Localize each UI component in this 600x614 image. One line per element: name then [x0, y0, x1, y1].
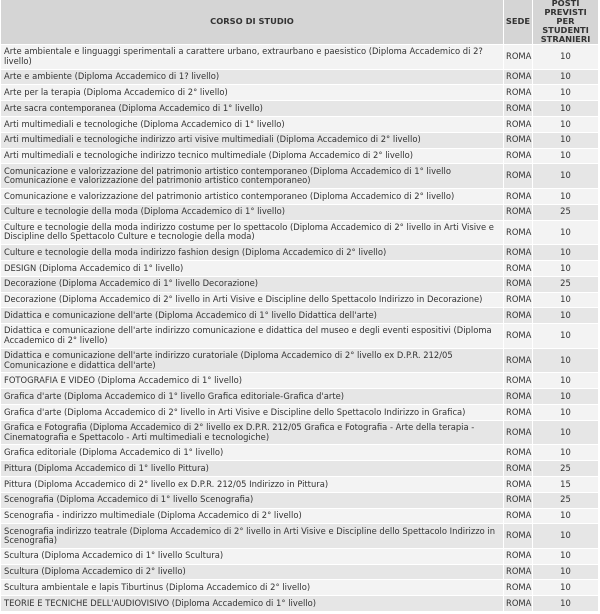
seats-count-cell: 10 [533, 116, 599, 132]
seat-cell: ROMA [504, 524, 533, 549]
seat-cell: ROMA [504, 548, 533, 564]
seat-cell: ROMA [504, 85, 533, 101]
course-name-cell: Arti multimediali e tecnologiche indirizzo arti visive multimediali (Diploma Accademico di 2° livello) [1, 132, 504, 148]
table-row [1, 373, 599, 389]
seat-cell: ROMA [504, 148, 533, 164]
seats-count-cell: 10 [533, 420, 599, 445]
table-row [1, 188, 599, 204]
course-column-header: CORSO DI STUDIO [1, 0, 504, 45]
seats-count-cell: 10 [533, 445, 599, 461]
table-row [1, 204, 599, 220]
seat-cell: ROMA [504, 324, 533, 349]
table-row [1, 276, 599, 292]
seat-cell: ROMA [504, 69, 533, 85]
seat-cell: ROMA [504, 188, 533, 204]
table-row [1, 580, 599, 596]
course-name-cell: Grafica editoriale (Diploma Accademico di 1° livello) [1, 445, 504, 461]
table-row [1, 508, 599, 524]
course-name-cell: Grafica d'arte (Diploma Accademico di 2° livello in Arti Visive e Discipline dello Spettacolo Indirizzo in Grafica) [1, 404, 504, 420]
table-row [1, 148, 599, 164]
table-row [1, 420, 599, 445]
seat-cell: ROMA [504, 461, 533, 477]
course-name-cell: Arte per la terapia (Diploma Accademico di 2° livello) [1, 85, 504, 101]
seat-cell: ROMA [504, 292, 533, 308]
table-row [1, 389, 599, 405]
course-name-cell: Didattica e comunicazione dell'arte (Diploma Accademico di 1° livello Didattica dell'arte) [1, 308, 504, 324]
seat-cell: ROMA [504, 389, 533, 405]
course-name-cell: Decorazione (Diploma Accademico di 2° livello in Arti Visive e Discipline dello Spettacolo Indirizzo in Decorazione) [1, 292, 504, 308]
table-row [1, 69, 599, 85]
seats-count-cell: 25 [533, 492, 599, 508]
seats-header-line: PER [556, 16, 575, 26]
table-row [1, 445, 599, 461]
seat-cell: ROMA [504, 476, 533, 492]
course-name-cell: Scenografia - indirizzo multimediale (Diploma Accademico di 2° livello) [1, 508, 504, 524]
seats-count-cell: 10 [533, 69, 599, 85]
seats-header-line: STRANIERI [540, 34, 591, 44]
seats-count-cell: 10 [533, 524, 599, 549]
course-name-cell: Culture e tecnologie della moda indirizzo costume per lo spettacolo (Diploma Accademico di 2° livello in Arti Visive e Discipline dello Spettacolo Culture e tecnologie della moda) [1, 220, 504, 245]
course-name-cell: TEORIE E TECNICHE DELL'AUDIOVISIVO (Diploma Accademico di 1° livello) [1, 596, 504, 612]
seats-count-cell: 10 [533, 148, 599, 164]
seat-cell: ROMA [504, 445, 533, 461]
course-name-cell: Arte e ambiente (Diploma Accademico di 1? livello) [1, 69, 504, 85]
course-name-cell: Scultura (Diploma Accademico di 2° livello) [1, 564, 504, 580]
seats-count-cell: 10 [533, 220, 599, 245]
seats-count-cell: 10 [533, 188, 599, 204]
seat-cell: ROMA [504, 420, 533, 445]
table-row [1, 308, 599, 324]
seats-count-cell: 10 [533, 45, 599, 70]
table-row [1, 492, 599, 508]
table-row [1, 524, 599, 549]
course-name-cell: Arti multimediali e tecnologiche (Diploma Accademico di 1° livello) [1, 116, 504, 132]
table-row [1, 324, 599, 349]
seat-cell: ROMA [504, 116, 533, 132]
table-row [1, 85, 599, 101]
seat-cell: ROMA [504, 580, 533, 596]
seat-cell: ROMA [504, 101, 533, 117]
course-name-cell: Comunicazione e valorizzazione del patrimonio artistico contemporaneo (Diploma Accademico di 1° livello Comunicazione e valorizzazione del patrimonio artistico contemporaneo) [1, 164, 504, 189]
course-name-cell: Arti multimediali e tecnologiche indirizzo tecnico multimediale (Diploma Accademico di 2° livello) [1, 148, 504, 164]
seats-count-cell: 15 [533, 476, 599, 492]
seats-count-cell: 10 [533, 101, 599, 117]
seats-count-cell: 10 [533, 245, 599, 261]
seats-count-cell: 25 [533, 276, 599, 292]
seat-cell: ROMA [504, 596, 533, 612]
table-row [1, 461, 599, 477]
seats-count-cell: 10 [533, 373, 599, 389]
course-name-cell: Scultura ambientale e lapis Tiburtinus (Diploma Accademico di 2° livello) [1, 580, 504, 596]
course-name-cell: Grafica e Fotografia (Diploma Accademico di 2° livello ex D.P.R. 212/05 Grafica e Fotografia - Arte della terapia - Cinematografia e Spettacolo - Arti multimediali e tecnologiche) [1, 420, 504, 445]
seats-count-cell: 25 [533, 204, 599, 220]
seat-cell: ROMA [504, 132, 533, 148]
course-name-cell: Culture e tecnologie della moda (Diploma Accademico di 1° livello) [1, 204, 504, 220]
table-row [1, 404, 599, 420]
table-row [1, 292, 599, 308]
course-name-cell: Pittura (Diploma Accademico di 2° livello ex D.P.R. 212/05 Indirizzo in Pittura) [1, 476, 504, 492]
seats-count-cell: 10 [533, 404, 599, 420]
table-row [1, 101, 599, 117]
seats-count-cell: 10 [533, 548, 599, 564]
seat-cell: ROMA [504, 404, 533, 420]
seats-count-cell: 10 [533, 508, 599, 524]
course-name-cell: Didattica e comunicazione dell'arte indirizzo curatoriale (Diploma Accademico di 2° livello ex D.P.R. 212/05 Comunicazione e didattica dell'arte) [1, 348, 504, 373]
course-name-cell: Scenografia (Diploma Accademico di 1° livello Scenografia) [1, 492, 504, 508]
seat-cell: ROMA [504, 564, 533, 580]
seats-count-cell: 10 [533, 85, 599, 101]
seat-cell: ROMA [504, 508, 533, 524]
course-name-cell: DESIGN (Diploma Accademico di 1° livello) [1, 260, 504, 276]
seats-count-cell: 10 [533, 389, 599, 405]
course-name-cell: Arte ambientale e linguaggi sperimentali a carattere urbano, extraurbano e paesistico (Diploma Accademico di 2? livello) [1, 45, 504, 70]
table-row [1, 548, 599, 564]
seat-cell: ROMA [504, 245, 533, 261]
seats-count-cell: 10 [533, 292, 599, 308]
course-name-cell: Didattica e comunicazione dell'arte indirizzo comunicazione e didattica del museo e degli eventi espositivi (Diploma Accademico di 2° livello) [1, 324, 504, 349]
seats-count-cell: 10 [533, 324, 599, 349]
seats-count-cell: 10 [533, 260, 599, 276]
seats-count-cell: 10 [533, 164, 599, 189]
seat-cell: ROMA [504, 276, 533, 292]
seat-cell: ROMA [504, 308, 533, 324]
seats-count-cell: 10 [533, 596, 599, 612]
table-row [1, 132, 599, 148]
seat-cell: ROMA [504, 220, 533, 245]
seat-column-header: SEDE [504, 0, 533, 45]
table-row [1, 476, 599, 492]
table-row [1, 564, 599, 580]
table-row [1, 260, 599, 276]
table-row [1, 164, 599, 189]
table-row [1, 245, 599, 261]
course-name-cell: Arte sacra contemporanea (Diploma Accademico di 1° livello) [1, 101, 504, 117]
table-row [1, 348, 599, 373]
seat-cell: ROMA [504, 492, 533, 508]
course-name-cell: Pittura (Diploma Accademico di 1° livello Pittura) [1, 461, 504, 477]
seats-count-cell: 10 [533, 308, 599, 324]
table-row [1, 116, 599, 132]
course-name-cell: Comunicazione e valorizzazione del patrimonio artistico contemporaneo (Diploma Accademico di 2° livello) [1, 188, 504, 204]
seat-cell: ROMA [504, 348, 533, 373]
seat-cell: ROMA [504, 45, 533, 70]
seats-column-header [533, 0, 599, 45]
course-name-cell: Grafica d'arte (Diploma Accademico di 1° livello Grafica editoriale-Grafica d'arte) [1, 389, 504, 405]
seats-header-line: PREVISTI [544, 7, 587, 17]
seat-cell: ROMA [504, 164, 533, 189]
table-row [1, 220, 599, 245]
seat-cell: ROMA [504, 204, 533, 220]
seats-count-cell: 10 [533, 564, 599, 580]
seats-count-cell: 10 [533, 580, 599, 596]
table-row [1, 45, 599, 70]
course-name-cell: Scultura (Diploma Accademico di 1° livello Scultura) [1, 548, 504, 564]
course-name-cell: Scenografia indirizzo teatrale (Diploma Accademico di 2° livello in Arti Visive e Discipline dello Spettacolo Indirizzo in Scenografia) [1, 524, 504, 549]
course-name-cell: Decorazione (Diploma Accademico di 1° livello Decorazione) [1, 276, 504, 292]
seat-cell: ROMA [504, 260, 533, 276]
table-header-row [1, 0, 599, 45]
course-name-cell: Culture e tecnologie della moda indirizzo fashion design (Diploma Accademico di 2° livello) [1, 245, 504, 261]
table-row [1, 596, 599, 612]
seats-count-cell: 25 [533, 461, 599, 477]
seats-header-line: STUDENTI [542, 25, 589, 35]
seats-count-cell: 10 [533, 132, 599, 148]
seats-count-cell: 10 [533, 348, 599, 373]
seat-cell: ROMA [504, 373, 533, 389]
course-name-cell: FOTOGRAFIA E VIDEO (Diploma Accademico di 1° livello) [1, 373, 504, 389]
seats-header-line: POSTI [551, 0, 580, 8]
